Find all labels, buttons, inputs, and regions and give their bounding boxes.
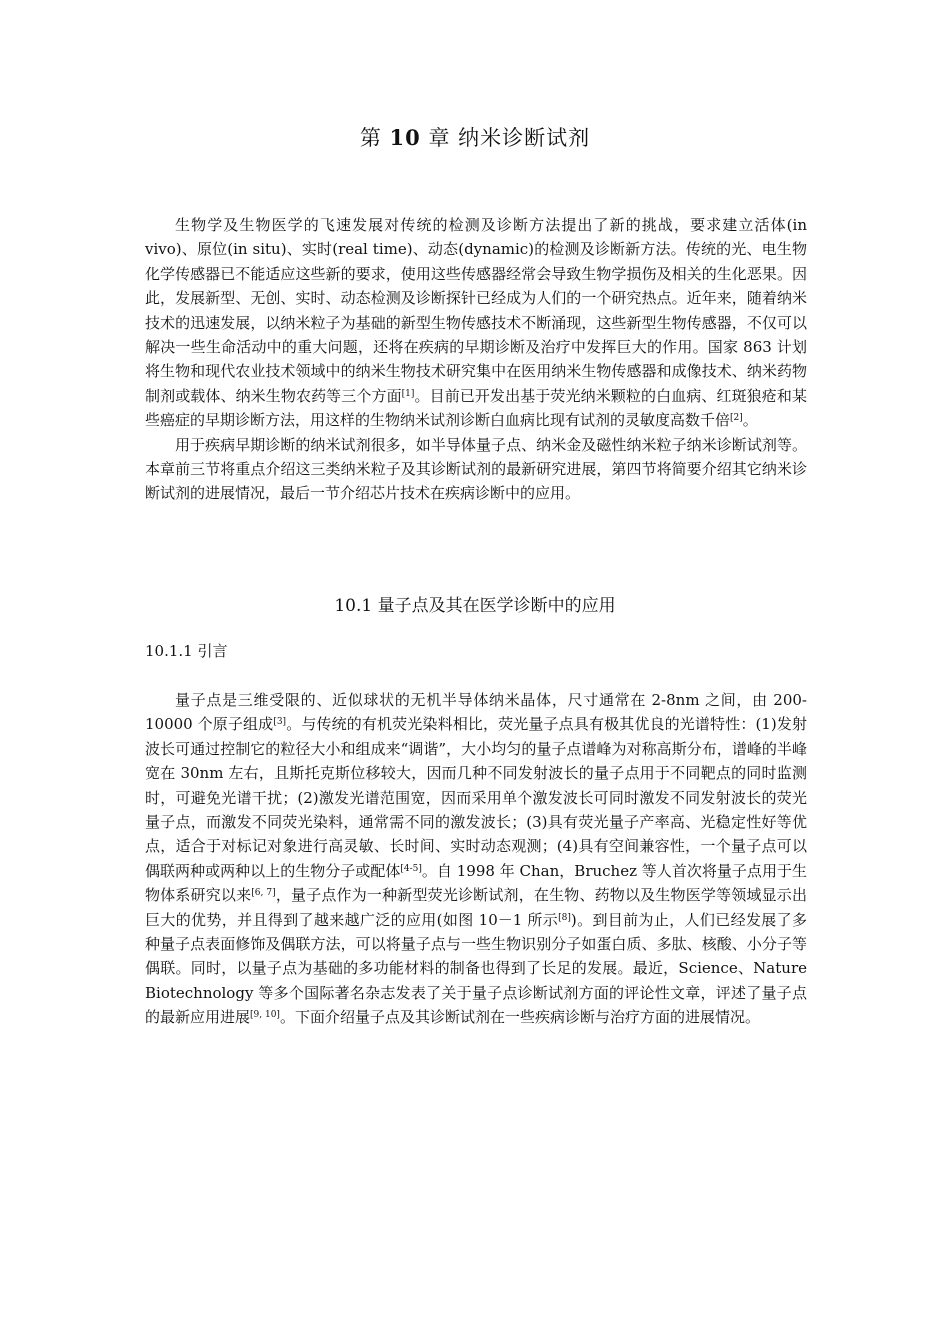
citation-9-10: [9, 10] (250, 1010, 280, 1021)
chapter-suffix: 章 纳米诊断试剂 (420, 126, 591, 150)
citation-8: [8] (558, 912, 571, 923)
intro-p1-text-c: 。 (742, 411, 758, 430)
citation-6-7: [6, 7] (251, 888, 276, 899)
citation-3: [3] (273, 717, 287, 728)
qd-text-a: 量子点是三维受限的、近似球状的无机半导体纳米晶体，尺寸通常在 2-8nm 之间，由 200-10000 个原子组成 (145, 691, 807, 734)
chapter-number: 10 (389, 125, 421, 150)
subsection-title: 10.1.1 引言 (145, 642, 228, 660)
qd-text-e: )。到目前为止，人们已经发展了多种量子点表面修饰及偶联方法，可以将量子点与一些生物识别分子如蛋白质、多肽、核酸、小分子等偶联。同时，以量子点为基础的多功能材料的制备也得到了长足的发展。最近，Science、Nature Biotechnology 等多个国际著名杂志发表了关于量子点诊断试剂方面的评论性文章，评述了量子点的最新应用进展 (145, 910, 807, 1027)
intro-p1-text-b: 。目前已开发出基于荧光纳米颗粒的白血病、红斑狼疮和某些癌症的早期诊断方法，用这样的生物纳米试剂诊断白血病比现有试剂的灵敏度高数千倍 (145, 386, 807, 430)
section-title: 10.1 量子点及其在医学诊断中的应用 (334, 596, 616, 616)
quantum-dot-paragraph (145, 688, 807, 1030)
intro-block (145, 213, 807, 506)
qd-text-b: 。与传统的有机荧光染料相比，荧光量子点具有极其优良的光谱特性：(1)发射波长可通过控制它的粒径大小和组成来“调谐”，大小均匀的量子点谱峰为对称高斯分布，谱峰的半峰宽在 30nm 左右，且斯托克斯位移较大，因而几种不同发射波长的量子点用于不同靶点的同时监测时，可避免光谱干扰；(2)激发光谱范围宽，因而采用单个激发波长可同时激发不同发射波长的荧光量子点，而激发不同荧光染料，通常需不同的激发波长；(3)具有荧光量子产率高、光稳定性好等优点，适合于对标记对象进行高灵敏、长时间、实时动态观测；(4)具有空间兼容性，一个量子点可以偶联两种或两种以上的生物分子或配体 (145, 715, 807, 880)
chapter-title (0, 122, 950, 152)
qd-text-d: ，量子点作为一种新型荧光诊断试剂，在生物、药物以及生物医学等领域显示出巨大的优势，并且得到了越来越广泛的应用(如图 10－1 所示 (145, 886, 807, 929)
qd-text-c: 。自 1998 年 Chan，Bruchez 等人首次将量子点用于生物体系研究以来 (145, 861, 807, 905)
intro-p1-text-a: 生物学及生物医学的飞速发展对传统的检测及诊断方法提出了新的挑战，要求建立活体(in vivo)、原位(in situ)、实时(real time)、动态(dynamic)的检测及诊断新方法。传统的光、电生物化学传感器已不能适应这些新的要求，使用这些传感器经常会导致生物学损伤及相关的生化恶果。因此，发展新型、无创、实时、动态检测及诊断探针已经成为人们的一个研究热点。近年来，随着纳米技术的迅速发展，以纳米粒子为基础的新型生物传感技术不断涌现，这些新型生物传感器，不仅可以解决一些生命活动中的重大问题，还将在疾病的早期诊断及治疗中发挥巨大的作用。国家 863 计划将生物和现代农业技术领域中的纳米生物技术研究集中在医用纳米生物传感器和成像技术、纳米药物制剂或载体、纳米生物农药等三个方面 (145, 216, 807, 405)
qd-text-f: 。下面介绍量子点及其诊断试剂在一些疾病诊断与治疗方面的进展情况。 (279, 1008, 760, 1027)
intro-paragraph-1 (145, 213, 807, 433)
intro-paragraph-2: 用于疾病早期诊断的纳米试剂很多，如半导体量子点、纳米金及磁性纳米粒子纳米诊断试剂等。本章前三节将重点介绍这三类纳米粒子及其诊断试剂的最新研究进展，第四节将简要介绍其它纳米诊断试剂的进展情况，最后一节介绍芯片技术在疾病诊断中的应用。 (145, 435, 807, 503)
citation-4-5: [4-5] (400, 863, 422, 874)
chapter-prefix: 第 (359, 126, 390, 150)
citation-2: [2] (730, 413, 743, 424)
quantum-dot-block (145, 688, 807, 1030)
citation-1: [1] (401, 388, 415, 399)
